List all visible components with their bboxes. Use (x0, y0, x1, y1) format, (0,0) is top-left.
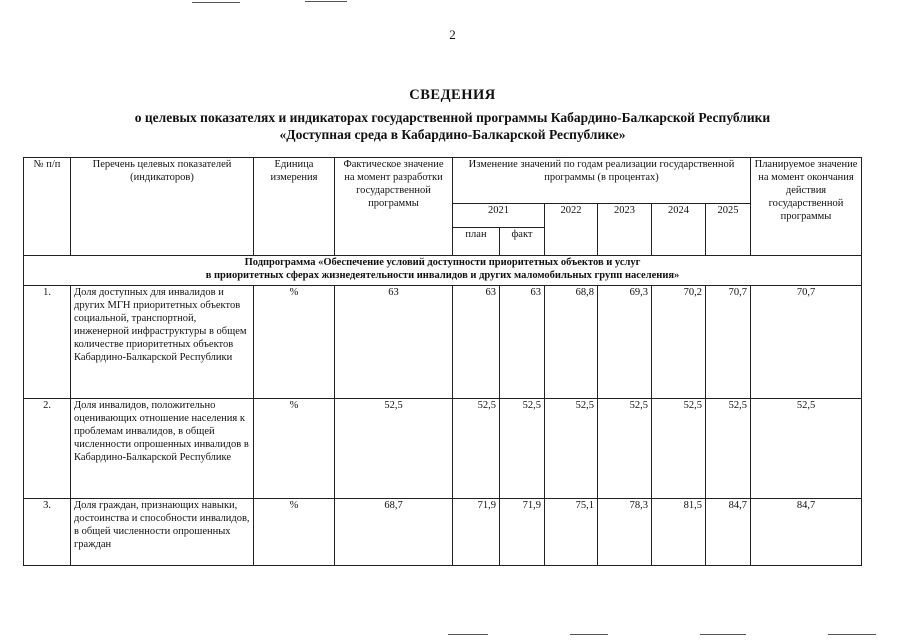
header-year-2024: 2024 (652, 204, 706, 256)
header-year-2023: 2023 (598, 204, 652, 256)
document-title: СВЕДЕНИЯ (409, 87, 496, 103)
subprogram-title-line2: в приоритетных сферах жизнедеятельности инвалидов и других маломобильных групп населения» (205, 270, 680, 281)
scan-artifact-bottom-3 (700, 634, 746, 635)
row-fact-2021: 63 (500, 286, 545, 399)
row-value-2024: 70,2 (652, 286, 706, 399)
header-unit: Единица измерения (254, 158, 335, 256)
row-value-2025: 70,7 (706, 286, 751, 399)
row-value-2023: 78,3 (598, 499, 652, 566)
document-subtitle: о целевых показателях и индикаторах государственной программы Кабардино-Балкарской Республики (134, 110, 771, 125)
row-value-2022: 75,1 (545, 499, 598, 566)
header-actual-value: Фактическое значение на момент разработки государственной программы (335, 158, 453, 256)
row-unit: % (254, 399, 335, 499)
row-actual-value: 68,7 (335, 499, 453, 566)
page-number: 2 (449, 27, 456, 42)
row-planned-value: 52,5 (751, 399, 862, 499)
row-value-2024: 52,5 (652, 399, 706, 499)
scan-artifact-bottom (448, 634, 488, 635)
row-value-2025: 84,7 (706, 499, 751, 566)
scan-artifact-bottom-2 (570, 634, 608, 635)
scan-artifact-top-2 (305, 1, 347, 2)
header-indicator-name: Перечень целевых показателей (индикаторов) (71, 158, 254, 256)
row-fact-2021: 71,9 (500, 499, 545, 566)
header-year-2025: 2025 (706, 204, 751, 256)
row-num: 1. (24, 286, 71, 399)
header-year-2022: 2022 (545, 204, 598, 256)
row-actual-value: 52,5 (335, 399, 453, 499)
row-unit: % (254, 499, 335, 566)
row-unit: % (254, 286, 335, 399)
header-planned-value: Планируемое значение на момент окончания действия государственной программы (751, 158, 862, 256)
row-value-2023: 52,5 (598, 399, 652, 499)
row-indicator-name: Доля доступных для инвалидов и других МГН приоритетных объектов социальной, транспортной, инженерной инфраструктуры в общем количестве приоритетных объектов Кабардино-Балкарской Республики (71, 286, 254, 399)
table-row (24, 499, 862, 566)
row-value-2023: 69,3 (598, 286, 652, 399)
indicators-table (23, 157, 862, 566)
row-plan-2021: 52,5 (453, 399, 500, 499)
header-fact: факт (500, 228, 545, 256)
row-indicator-name: Доля инвалидов, положительно оценивающих отношение населения к проблемам инвалидов, в общей численности опрошенных инвалидов в Кабардино-Балкарской Республике (71, 399, 254, 499)
table-row (24, 286, 862, 399)
subprogram-row (24, 256, 862, 286)
program-name: «Доступная среда в Кабардино-Балкарской Республике» (279, 127, 626, 142)
scan-artifact-top (192, 2, 240, 3)
subprogram-title-line1: Подпрограмма «Обеспечение условий доступности приоритетных объектов и услуг (244, 257, 641, 268)
row-num: 3. (24, 499, 71, 566)
row-plan-2021: 63 (453, 286, 500, 399)
table-row (24, 399, 862, 499)
row-value-2022: 68,8 (545, 286, 598, 399)
row-value-2025: 52,5 (706, 399, 751, 499)
row-planned-value: 70,7 (751, 286, 862, 399)
header-plan: план (453, 228, 500, 256)
header-year-2021: 2021 (453, 204, 545, 228)
row-planned-value: 84,7 (751, 499, 862, 566)
row-num: 2. (24, 399, 71, 499)
scan-artifact-bottom-4 (828, 634, 876, 635)
row-value-2022: 52,5 (545, 399, 598, 499)
row-indicator-name: Доля граждан, признающих навыки, достоинства и способности инвалидов, в общей численности опрошенных граждан (71, 499, 254, 566)
header-yearly-changes: Изменение значений по годам реализации государственной программы (в процентах) (453, 158, 751, 204)
row-plan-2021: 71,9 (453, 499, 500, 566)
header-num: № п/п (24, 158, 71, 256)
row-fact-2021: 52,5 (500, 399, 545, 499)
row-value-2024: 81,5 (652, 499, 706, 566)
row-actual-value: 63 (335, 286, 453, 399)
